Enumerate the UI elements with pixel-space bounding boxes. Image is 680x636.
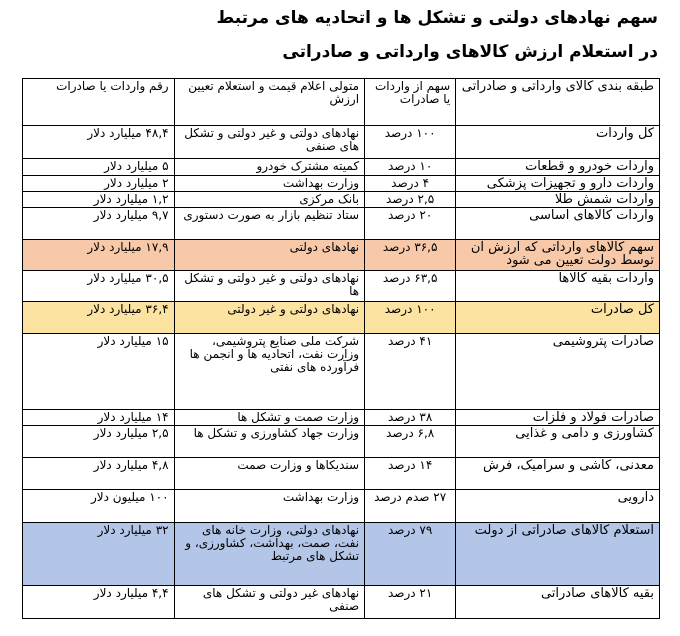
header-row bbox=[23, 79, 660, 126]
cell-amount: ۱۰۰ میلیون دلار bbox=[23, 490, 175, 523]
table-row bbox=[23, 271, 660, 302]
table-row bbox=[23, 458, 660, 490]
cell-authority: وزارت بهداشت bbox=[174, 176, 364, 192]
cell-authority: نهادهای دولتی، وزارت خانه های نفت، صمت، بهداشت، کشاورزی، و تشکل های مرتبط bbox=[174, 523, 364, 586]
cell-share: ۶,۸ درصد bbox=[365, 426, 456, 458]
cell-category: کل واردات bbox=[456, 126, 660, 159]
cell-share: ۲۰ درصد bbox=[365, 208, 456, 240]
cell-share: ۱۰۰ درصد bbox=[365, 126, 456, 159]
cell-category: دارویی bbox=[456, 490, 660, 523]
cell-authority: وزارت جهاد کشاورزی و تشکل ها bbox=[174, 426, 364, 458]
header-category: طبقه بندی کالای وارداتی و صادراتی bbox=[456, 79, 660, 126]
cell-category: کشاورزی و دامی و غذایی bbox=[456, 426, 660, 458]
cell-category: بقیه کالاهای صادراتی bbox=[456, 586, 660, 619]
title-line-2: در استعلام ارزش کالاهای وارداتی و صادراتی bbox=[282, 42, 658, 62]
table-row bbox=[23, 426, 660, 458]
table-row bbox=[23, 490, 660, 523]
cell-category: واردات دارو و تجهیزات پزشکی bbox=[456, 176, 660, 192]
cell-authority: ستاد تنظیم بازار به صورت دستوری bbox=[174, 208, 364, 240]
cell-share: ۴۱ درصد bbox=[365, 334, 456, 410]
cell-authority: سندیکاها و وزارت صمت bbox=[174, 458, 364, 490]
cell-authority: نهادهای غیر دولتی و تشکل های صنفی bbox=[174, 586, 364, 619]
table-row bbox=[23, 159, 660, 176]
table-row bbox=[23, 410, 660, 426]
cell-amount: ۴,۴ میلیارد دلار bbox=[23, 586, 175, 619]
cell-amount: ۱۷,۹ میلیارد دلار bbox=[23, 240, 175, 271]
cell-authority: نهادهای دولتی bbox=[174, 240, 364, 271]
cell-amount: ۳۲ میلیارد دلار bbox=[23, 523, 175, 586]
table-row bbox=[23, 192, 660, 208]
cell-category: واردات شمش طلا bbox=[456, 192, 660, 208]
cell-share: ۲,۵ درصد bbox=[365, 192, 456, 208]
cell-amount: ۴,۸ میلیارد دلار bbox=[23, 458, 175, 490]
cell-share: ۷۹ درصد bbox=[365, 523, 456, 586]
table-row bbox=[23, 176, 660, 192]
cell-category: صادرات فولاد و فلزات bbox=[456, 410, 660, 426]
cell-amount: ۴۸,۴ میلیارد دلار bbox=[23, 126, 175, 159]
cell-amount: ۲ میلیارد دلار bbox=[23, 176, 175, 192]
cell-authority: نهادهای دولتی و غیر دولتی و تشکل های صنفی bbox=[174, 126, 364, 159]
cell-share: ۳۶,۵ درصد bbox=[365, 240, 456, 271]
cell-amount: ۱۵ میلیارد دلار bbox=[23, 334, 175, 410]
cell-category: واردات کالاهای اساسی bbox=[456, 208, 660, 240]
cell-amount: ۳۰,۵ میلیارد دلار bbox=[23, 271, 175, 302]
cell-share: ۱۰ درصد bbox=[365, 159, 456, 176]
cell-authority: شرکت ملی صنایع پتروشیمی، وزارت نفت، اتحادیه ها و انجمن ها فرآورده های نفتی bbox=[174, 334, 364, 410]
cell-category: واردات خودرو و قطعات bbox=[456, 159, 660, 176]
table-row bbox=[23, 302, 660, 334]
header-authority: متولی اعلام قیمت و استعلام تعیین ارزش bbox=[174, 79, 364, 126]
cell-category: صادرات پتروشیمی bbox=[456, 334, 660, 410]
cell-authority: کمیته مشترک خودرو bbox=[174, 159, 364, 176]
table-row bbox=[23, 586, 660, 619]
cell-category: واردات بقیه کالاها bbox=[456, 271, 660, 302]
cell-amount: ۱۴ میلیارد دلار bbox=[23, 410, 175, 426]
table-row bbox=[23, 334, 660, 410]
cell-authority: نهادهای دولتی و غیر دولتی bbox=[174, 302, 364, 334]
cell-category: سهم کالاهای وارداتی که ارزش آن توسط دولت تعیین می شود bbox=[456, 240, 660, 271]
header-share: سهم از واردات یا صادرات bbox=[365, 79, 456, 126]
cell-authority: وزارت بهداشت bbox=[174, 490, 364, 523]
cell-category: کل صادرات bbox=[456, 302, 660, 334]
cell-category: معدنی، کاشی و سرامیک، فرش bbox=[456, 458, 660, 490]
cell-amount: ۹,۷ میلیارد دلار bbox=[23, 208, 175, 240]
cell-amount: ۲,۵ میلیارد دلار bbox=[23, 426, 175, 458]
cell-share: ۲۱ درصد bbox=[365, 586, 456, 619]
cell-share: ۳۸ درصد bbox=[365, 410, 456, 426]
table-row bbox=[23, 208, 660, 240]
table-row bbox=[23, 126, 660, 159]
cell-amount: ۵ میلیارد دلار bbox=[23, 159, 175, 176]
cell-share: ۴ درصد bbox=[365, 176, 456, 192]
table-row bbox=[23, 240, 660, 271]
cell-authority: نهادهای دولتی و غیر دولتی و تشکل ها bbox=[174, 271, 364, 302]
header-amount: رقم واردات یا صادرات bbox=[23, 79, 175, 126]
cell-share: ۲۷ صدم درصد bbox=[365, 490, 456, 523]
cell-category: استعلام کالاهای صادراتی از دولت bbox=[456, 523, 660, 586]
cell-amount: ۱,۲ میلیارد دلار bbox=[23, 192, 175, 208]
cell-amount: ۳۶,۴ میلیارد دلار bbox=[23, 302, 175, 334]
cell-authority: وزارت صمت و تشکل ها bbox=[174, 410, 364, 426]
data-table bbox=[22, 78, 660, 619]
title-line-1: سهم نهادهای دولتی و تشکل ها و اتحادیه های مرتبط bbox=[216, 8, 658, 28]
cell-authority: بانک مرکزی bbox=[174, 192, 364, 208]
cell-share: ۱۴ درصد bbox=[365, 458, 456, 490]
table-row bbox=[23, 523, 660, 586]
cell-share: ۱۰۰ درصد bbox=[365, 302, 456, 334]
cell-share: ۶۳,۵ درصد bbox=[365, 271, 456, 302]
